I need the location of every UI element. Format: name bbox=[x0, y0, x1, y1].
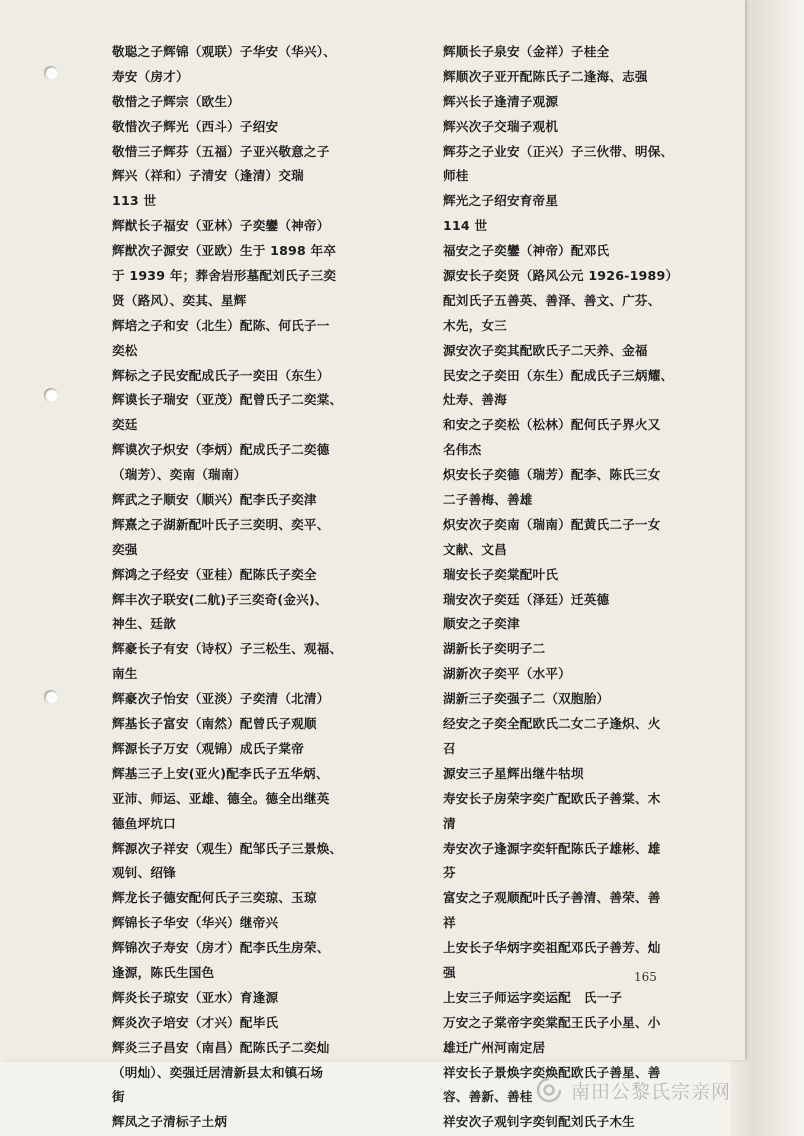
text-line: 辉源次子祥安（观生）配邹氏子三景焕、 bbox=[112, 840, 343, 856]
text-line: 源安长子奕贤（路风公元 1926-1989） bbox=[443, 268, 679, 284]
text-line: 辉顺长子泉安（金祥）子桂全 bbox=[443, 44, 610, 59]
text-line: 源安次子奕其配欧氏子二天养、金福 bbox=[443, 342, 648, 358]
text-line: 辉芬之子业安（正兴）子三伙带、明保、 bbox=[443, 143, 674, 159]
text-line: 源安三子星辉出继牛牯坝 bbox=[443, 765, 584, 781]
text-line: 名伟杰 bbox=[443, 442, 482, 458]
text-line: 南生 bbox=[112, 666, 138, 682]
text-line: 经安之子奕全配欧氏二女二子逢炽、火 bbox=[443, 716, 661, 732]
text-line: 湖新三子奕强子二（双胞胎） bbox=[443, 691, 610, 707]
text-line: 辉培之子和安（北生）配陈、何氏子一 bbox=[112, 317, 330, 333]
text-line: 逢源，陈氏生国色 bbox=[112, 964, 215, 980]
text-line: 民安之子奕田（东生）配成氏子三炳耀、 bbox=[443, 367, 674, 383]
left-text-column bbox=[112, 40, 374, 1135]
text-line: 辉龙长子德安配何氏子三奕琼、玉琼 bbox=[112, 890, 317, 906]
text-line: 辉兴长子逢清子观源 bbox=[443, 93, 559, 109]
text-line: 容、善新、善桂 bbox=[443, 1089, 533, 1105]
text-line: 神生、廷歆 bbox=[112, 616, 176, 632]
text-line: 114 世 bbox=[443, 218, 488, 234]
text-line: 辉基长子富安（南然）配曾氏子观顺 bbox=[112, 716, 317, 732]
text-line: （瑞芳）、奕南（瑞南） bbox=[112, 467, 247, 483]
text-line: 亚沛、师运、亚雄、德全。德全出继英 bbox=[112, 790, 330, 806]
text-line: 二子善梅、善雄 bbox=[443, 492, 533, 508]
text-line: 辉熹之子湖新配叶氏子三奕明、奕平、 bbox=[112, 516, 330, 532]
right-text-column bbox=[443, 40, 705, 1135]
text-line: 炽安次子奕南（瑞南）配黄氏二子一女 bbox=[443, 516, 661, 532]
text-line: 奕松 bbox=[112, 342, 138, 358]
text-line: 辉基三子上安(亚火)配李氏子五华炳、 bbox=[112, 765, 329, 781]
page-number: 165 bbox=[634, 970, 657, 984]
text-line: 敬聪之子辉锦（观联）子华安（华兴）、 bbox=[112, 44, 336, 59]
text-line: 辉炎三子昌安（南昌）配陈氏子二奕灿 bbox=[112, 1039, 330, 1055]
text-line: 辉凤之子清标子土炳 bbox=[112, 1114, 228, 1130]
text-line: 上安三子师运字奕运配 氏一子 bbox=[443, 989, 623, 1005]
text-line: 辉猷长子福安（亚林）子奕鑾（神帝） bbox=[112, 218, 330, 234]
text-line: 芬 bbox=[443, 865, 456, 881]
text-line: 辉兴次子交瑞子观机 bbox=[443, 118, 559, 134]
binder-hole-icon bbox=[44, 388, 58, 402]
text-line: 召 bbox=[443, 740, 456, 756]
text-line: 强 bbox=[443, 964, 456, 980]
text-line: 辉锦长子华安（华兴）继帝兴 bbox=[112, 915, 279, 931]
text-line: （明灿）、奕强迁居清新县太和镇石场 bbox=[112, 1064, 324, 1080]
text-line: 辉谟次子炽安（李炳）配成氏子二奕德 bbox=[112, 442, 330, 458]
text-line: 祥安长子景焕字奕焕配欧氏子善星、善 bbox=[443, 1064, 661, 1080]
text-line: 瑞安长子奕棠配叶氏 bbox=[443, 566, 559, 582]
text-line: 贤（路风）、奕其、星辉 bbox=[112, 292, 247, 308]
text-line: 祥安次子观钊字奕钊配刘氏子木生 bbox=[443, 1114, 635, 1130]
text-line: 于 1939 年；葬舍岩形墓配刘氏子三奕 bbox=[112, 268, 337, 284]
text-line: 寿安次子逢源字奕轩配陈氏子雄彬、雄 bbox=[443, 840, 661, 856]
text-line: 敬惜三子辉芬（五福）子亚兴敬意之子 bbox=[112, 143, 330, 159]
text-line: 辉源长子万安（观锦）成氏子棠帝 bbox=[112, 740, 304, 756]
watermark bbox=[535, 1072, 731, 1108]
text-line: 师桂 bbox=[443, 168, 469, 184]
text-line: 顺安之子奕津 bbox=[443, 616, 520, 632]
text-line: 辉豪次子怡安（亚淡）子奕清（北清） bbox=[112, 691, 330, 707]
text-line: 113 世 bbox=[112, 193, 157, 209]
binder-hole-icon bbox=[44, 66, 58, 80]
text-line: 奕强 bbox=[112, 541, 138, 557]
text-line: 辉炎次子培安（才兴）配毕氏 bbox=[112, 1014, 279, 1030]
wechat-official-account-icon bbox=[535, 1076, 563, 1104]
text-line: 辉鸿之子经安（亚桂）配陈氏子奕全 bbox=[112, 566, 317, 582]
text-line: 清 bbox=[443, 815, 456, 831]
text-line: 街 bbox=[112, 1089, 125, 1105]
text-line: 辉标之子民安配成氏子一奕田（东生） bbox=[112, 367, 330, 383]
text-line: 奕廷 bbox=[112, 417, 138, 433]
text-line: 上安长子华炳字奕祖配邓氏子善芳、灿 bbox=[443, 940, 661, 956]
text-line: 辉光之子绍安育帝星 bbox=[443, 193, 559, 209]
text-line: 辉猷次子源安（亚欧）生于 1898 年卒 bbox=[112, 243, 337, 259]
text-line: 瑞安次子奕廷（泽廷）迁英德 bbox=[443, 591, 610, 607]
binder-hole-icon bbox=[44, 690, 58, 704]
text-line: 辉丰次子联安(二航)子三奕奇(金兴)、 bbox=[112, 591, 328, 607]
watermark-text: 南田公黎氏宗亲网 bbox=[571, 1080, 732, 1103]
text-line: 炽安长子奕德（瑞芳）配李、陈氏三女 bbox=[443, 467, 661, 483]
text-line: 文献、文昌 bbox=[443, 541, 507, 557]
text-line: 富安之子观顺配叶氏子善清、善荣、善 bbox=[443, 890, 661, 906]
text-line: 湖新次子奕平（水平） bbox=[443, 666, 571, 682]
text-line: 木先，女三 bbox=[443, 317, 507, 333]
text-line: 辉锦次子寿安（房才）配李氏生房荣、 bbox=[112, 940, 330, 956]
text-line: 辉炎长子琼安（亚水）育逢源 bbox=[112, 989, 279, 1005]
text-line: 观钊、绍锋 bbox=[112, 865, 176, 881]
text-line: 灶寿、善海 bbox=[443, 392, 507, 408]
text-line: 辉武之子顺安（顺兴）配李氏子奕津 bbox=[112, 492, 317, 508]
text-line: 辉豪长子有安（诗权）子三松生、观福、 bbox=[112, 641, 343, 657]
text-line: 寿安长子房荣字奕广配欧氏子善棠、木 bbox=[443, 790, 661, 806]
text-line: 德鱼坪坑口 bbox=[112, 815, 176, 831]
text-line: 万安之子棠帝字奕棠配王氏子小星、小 bbox=[443, 1014, 661, 1030]
text-line: 敬惜之子辉宗（欧生） bbox=[112, 93, 240, 109]
text-line: 辉兴（祥和）子清安（逢清）交瑞 bbox=[112, 168, 304, 184]
text-line: 寿安（房才） bbox=[112, 68, 189, 84]
text-line: 湖新长子奕明子二 bbox=[443, 641, 546, 657]
text-line: 和安之子奕松（松林）配何氏子界火又 bbox=[443, 417, 661, 433]
text-line: 辉谟长子瑞安（亚茂）配曾氏子二奕棠、 bbox=[112, 392, 343, 408]
text-line: 敬惜次子辉光（西斗）子绍安 bbox=[112, 118, 279, 134]
text-line: 祥 bbox=[443, 915, 456, 931]
text-line: 雄迁广州河南定居 bbox=[443, 1039, 546, 1055]
text-line: 福安之子奕鑾（神帝）配邓氏 bbox=[443, 243, 610, 259]
text-line: 辉顺次子亚开配陈氏子二逢海、志强 bbox=[443, 68, 648, 84]
text-line: 配刘氏子五善英、善泽、善文、广芬、 bbox=[443, 292, 661, 308]
